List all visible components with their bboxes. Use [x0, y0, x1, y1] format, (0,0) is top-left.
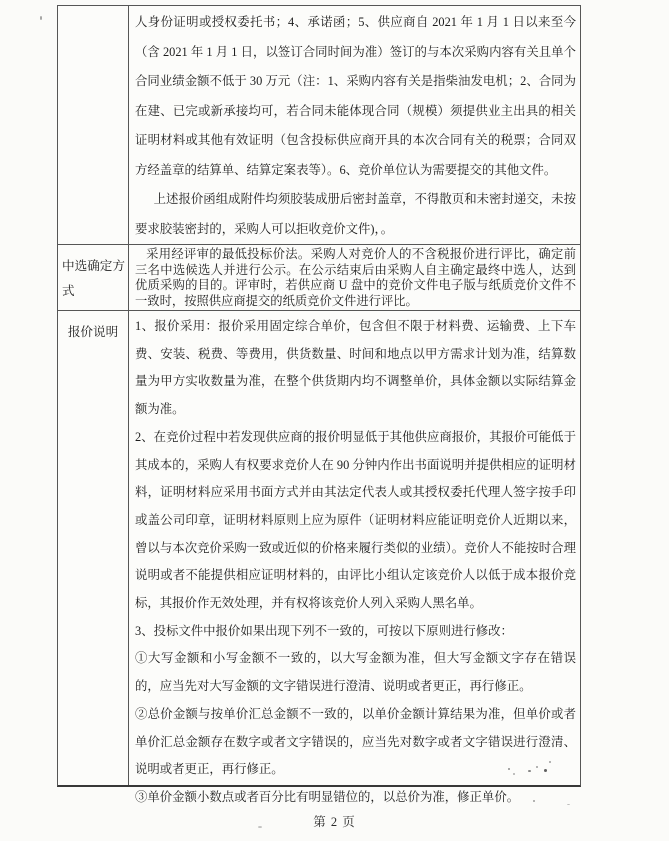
quotation-rule-1-text: ①大写金额和小写金额不一致的，以大写金额为准，但大写金额文字存在错误的，应当先对大写金额的文字错误进行澄清、说明或者更正，再行修正。	[135, 651, 576, 694]
binding-sealing-requirement-text: 上述报价函组成附件均须胶装成册后密封盖章，不得散页和未密封递交，未按要求胶装密封的，采购人可以拒收竞价文件)，。	[135, 192, 576, 236]
quotation-item-1-text: 1、报价采用：报价采用固定综合单价，包含但不限于材料费、运输费、上下车费、安装、税费、等费用，供货数量、时间和地点以甲方需求计划为准，结算数量为甲方实收数量为准，在整个供货期内均不调整单价，具体金额以实际结算金额为准。	[135, 319, 576, 417]
page-number: 第 2 页	[313, 815, 356, 829]
scan-speck	[533, 800, 535, 802]
scan-speck	[513, 773, 515, 775]
row-continuation-label-cell	[58, 6, 129, 244]
scan-speck	[258, 826, 262, 828]
winner-determination-content-cell	[129, 244, 580, 310]
quotation-item-2-text: 2、在竞价过程中若发现供应商的报价明显低于其他供应商报价，其报价可能低于其成本的，采购人有权要求竞价人在 90 分钟内作出书面说明并提供相应的证明材料，证明材料应采用书面方式并由其法定代表人或其授权委托代理人签字按手印或盖公司印章，证明材料原则上应为原件（证明材料应能证明竞价人近期以来，曾以与本次竞价采购一致或近似的价格来履行类似的业绩）。竞价人不能按时合理说明或者不能提供相应证明材料的，由评比小组认定该竞价人以低于成本报价竞标，其报价作无效处理，并有权将该竞价人列入采购人黑名单。	[135, 429, 576, 611]
scan-speck	[567, 804, 570, 805]
scan-speck	[544, 769, 547, 772]
quotation-description-content-cell	[129, 310, 580, 804]
winner-determination-text: 采用经评审的最低投标价法。采购人对竞价人的不含税报价进行评比，确定前三名中选候选人并进行公示。在公示结束后由采购人自主确定最终中选人，达到优质采购的目的。评审时，若供应商 U 盘中的竞价文件电子版与纸质竞价文件不一致时，按照供应商提交的纸质竞价文件进行评比。	[135, 247, 576, 308]
quotation-item-3-text: 3、投标文件中报价如果出现下列不一致的，可按以下原则进行修改：	[135, 623, 513, 638]
row-continuation-content-cell	[129, 6, 580, 244]
quotation-rule-3-text: ③单价金额小数点或者百分比有明显错位的，以总价为准，修正单价。	[135, 789, 520, 804]
scan-speck	[528, 770, 531, 772]
scan-speck	[40, 16, 42, 20]
scan-speck	[549, 761, 551, 763]
procurement-terms-table	[57, 5, 581, 804]
scan-speck	[508, 768, 510, 770]
quotation-description-label: 报价说明	[58, 310, 129, 785]
quotation-letter-attachments-text: 人身份证明或授权委托书；4、承诺函；5、供应商自 2021 年 1 月 1 日以来至今（含 2021 年 1 月 1 日，以签订合同时间为准）签订的与本次采购内容有关且单个合同业绩金额不低于 30 万元（注：1、采购内容有关是指柴油发电机；2、合同为在建、已完或新承接均可，若合同未能体现合同（规模）须提供业主出具的相关证明材料或其他有效证明（包含投标供应商开具的本次合同有关的税票；合同双方经盖章的结算单、结算定案表等）。6、竞价单位认为需要提交的其他文件。	[135, 15, 576, 177]
winner-determination-label: 中选确定方式	[58, 244, 129, 310]
quotation-rule-2-text: ②总价金额与按单价汇总金额不一致的，以单价金额计算结果为准，但单价或者单价汇总金额存在数字或者文字错误的，应当先对数字或者文字错误进行澄清、说明或者更正，再行修正。	[135, 706, 576, 777]
scan-speck	[536, 766, 538, 768]
